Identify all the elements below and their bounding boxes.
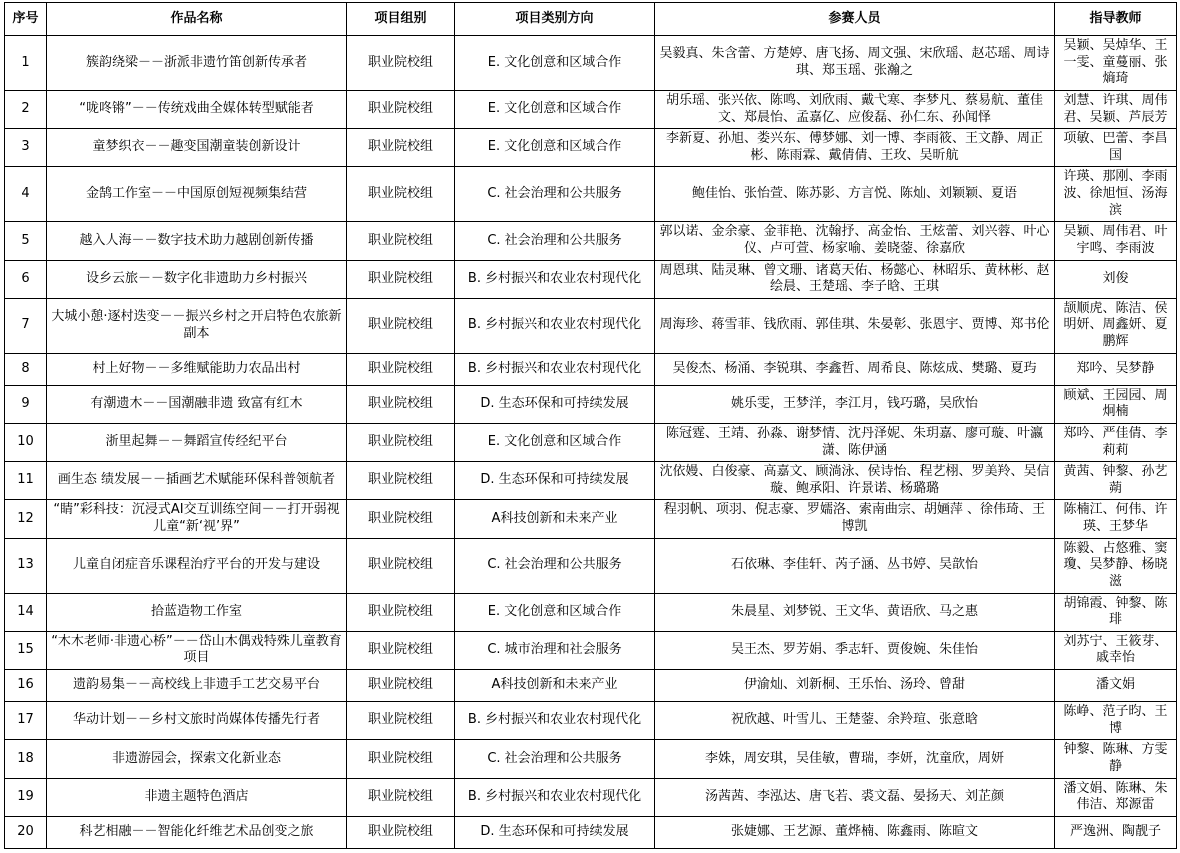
row-teachers: 潘文娟、陈琳、朱伟洁、郑源雷 xyxy=(1055,778,1177,816)
row-teachers: 胡锦霞、钟黎、陈琲 xyxy=(1055,593,1177,631)
row-group: 职业院校组 xyxy=(347,222,455,260)
row-members: 陈冠霆、王靖、孙淼、谢梦情、沈丹泽妮、朱玥嘉、廖可璇、叶瀛潇、陈伊涵 xyxy=(655,423,1055,461)
row-teachers: 钟黎、陈琳、方雯静 xyxy=(1055,740,1177,778)
table-row xyxy=(5,740,1177,778)
row-category: C. 社会治理和公共服务 xyxy=(455,740,655,778)
row-teachers: 吴颖、周伟君、叶宇鸣、李雨波 xyxy=(1055,222,1177,260)
row-teachers: 潘文娟 xyxy=(1055,670,1177,702)
row-title: 浙里起舞－－舞蹈宣传经纪平台 xyxy=(47,423,347,461)
row-group: 职业院校组 xyxy=(347,778,455,816)
row-index: 14 xyxy=(5,593,47,631)
row-members: 沈依嫚、白俊豪、高嘉文、顾淌泳、侯诗怡、程艺栩、罗美羚、吴信璇、鲍承阳、许景诺、杨璐璐 xyxy=(655,462,1055,500)
row-teachers: 陈楠江、何伟、许瑛、王梦华 xyxy=(1055,500,1177,538)
row-members: 汤茜茜、李泓达、唐飞若、裘文磊、晏扬天、刘芷颜 xyxy=(655,778,1055,816)
table-row xyxy=(5,631,1177,669)
row-title: 童梦织衣－－趣变国潮童装创新设计 xyxy=(47,129,347,167)
row-title: 华动计划－－乡村文旅时尚媒体传播先行者 xyxy=(47,702,347,740)
row-group: 职业院校组 xyxy=(347,670,455,702)
row-title: 大城小憩·逐村迭变－－振兴乡村之开启特色农旅新副本 xyxy=(47,298,347,353)
row-index: 4 xyxy=(5,167,47,222)
row-members: 吴俊杰、杨涌、李锐琪、李鑫哲、周希良、陈炫成、樊璐、夏玙 xyxy=(655,353,1055,385)
row-members: 吴王杰、罗芳娟、季志轩、贾俊婉、朱佳怡 xyxy=(655,631,1055,669)
row-group: 职业院校组 xyxy=(347,90,455,128)
row-category: A科技创新和未来产业 xyxy=(455,500,655,538)
row-group: 职业院校组 xyxy=(347,500,455,538)
row-teachers: 陈毅、占悠雅、窦瓊、吴梦静、杨晓滋 xyxy=(1055,538,1177,593)
row-category: D. 生态环保和可持续发展 xyxy=(455,816,655,848)
row-category: C. 社会治理和公共服务 xyxy=(455,167,655,222)
table-row xyxy=(5,670,1177,702)
row-category: B. 乡村振兴和农业农村现代化 xyxy=(455,778,655,816)
row-category: D. 生态环保和可持续发展 xyxy=(455,385,655,423)
row-category: B. 乡村振兴和农业农村现代化 xyxy=(455,702,655,740)
row-teachers: 许瑛、那刚、李雨波、徐旭恒、汤海滨 xyxy=(1055,167,1177,222)
row-category: C. 社会治理和公共服务 xyxy=(455,538,655,593)
row-index: 20 xyxy=(5,816,47,848)
row-members: 鲍佳怡、张怡萱、陈苏影、方言悦、陈灿、刘颖颖、夏语 xyxy=(655,167,1055,222)
row-members: 石依琳、李佳轩、芮子涵、丛书婷、吴歆怡 xyxy=(655,538,1055,593)
table-row xyxy=(5,260,1177,298)
row-members: 胡乐瑶、张兴依、陈鸣、刘欣雨、戴弋寒、李梦凡、蔡易航、董佳文、郑晨怡、孟嘉亿、应俊磊、孙仁东、孙闻怿 xyxy=(655,90,1055,128)
row-group: 职业院校组 xyxy=(347,593,455,631)
row-category: B. 乡村振兴和农业农村现代化 xyxy=(455,260,655,298)
row-category: E. 文化创意和区域合作 xyxy=(455,36,655,91)
column-header-members: 参赛人员 xyxy=(655,3,1055,36)
row-group: 职业院校组 xyxy=(347,129,455,167)
row-category: D. 生态环保和可持续发展 xyxy=(455,462,655,500)
table-row xyxy=(5,462,1177,500)
row-members: 李新夏、孙旭、娄兴东、傅梦娜、刘一博、李雨筱、王文静、周正彬、陈雨霖、戴倩倩、王玫、吴昕航 xyxy=(655,129,1055,167)
row-index: 18 xyxy=(5,740,47,778)
row-group: 职业院校组 xyxy=(347,462,455,500)
row-teachers: 严逸洲、陶靓子 xyxy=(1055,816,1177,848)
table-row xyxy=(5,90,1177,128)
row-teachers: 项敏、巴蕾、李昌国 xyxy=(1055,129,1177,167)
row-title: 画生态 绩发展－－插画艺术赋能环保科普领航者 xyxy=(47,462,347,500)
row-group: 职业院校组 xyxy=(347,260,455,298)
table-body xyxy=(5,36,1177,849)
row-teachers: 郑吟、吴梦静 xyxy=(1055,353,1177,385)
table-row xyxy=(5,702,1177,740)
row-category: C. 城市治理和社会服务 xyxy=(455,631,655,669)
row-group: 职业院校组 xyxy=(347,816,455,848)
row-title: “木木老师·非遗心桥”－－岱山木偶戏特殊儿童教育项目 xyxy=(47,631,347,669)
row-title: 金鹄工作室－－中国原创短视频集结营 xyxy=(47,167,347,222)
row-teachers: 刘慧、许琪、周伟君、吴颖、芦辰芳 xyxy=(1055,90,1177,128)
row-title: 村上好物－－多维赋能助力农品出村 xyxy=(47,353,347,385)
award-table xyxy=(4,2,1177,849)
row-teachers: 吴颖、吴焯华、王一雯、童蔓丽、张熵琦 xyxy=(1055,36,1177,91)
column-header-group: 项目组别 xyxy=(347,3,455,36)
row-members: 张婕娜、王艺源、董烨楠、陈鑫雨、陈暄文 xyxy=(655,816,1055,848)
table-header-row xyxy=(5,3,1177,36)
row-title: “咙咚锵”－－传统戏曲全媒体转型赋能者 xyxy=(47,90,347,128)
table-row xyxy=(5,222,1177,260)
row-members: 郭以诺、金余豪、金菲艳、沈翰抒、高金怡、王炫蕾、刘兴蓉、叶心仪、卢可萱、杨家喻、姜晓蓥、徐嘉欣 xyxy=(655,222,1055,260)
row-teachers: 黄茜、钟黎、孙艺蒴 xyxy=(1055,462,1177,500)
row-teachers: 顾斌、王园园、周炯楠 xyxy=(1055,385,1177,423)
row-members: 祝欣越、叶雪儿、王楚蓥、余羚瑄、张意晗 xyxy=(655,702,1055,740)
row-title: 遗韵易集－－高校线上非遗手工艺交易平台 xyxy=(47,670,347,702)
table-row xyxy=(5,816,1177,848)
row-title: 设乡云旅－－数字化非遗助力乡村振兴 xyxy=(47,260,347,298)
row-category: E. 文化创意和区域合作 xyxy=(455,129,655,167)
row-index: 3 xyxy=(5,129,47,167)
table-row xyxy=(5,538,1177,593)
row-index: 1 xyxy=(5,36,47,91)
column-header-category: 项目类别方向 xyxy=(455,3,655,36)
row-title: 非遗游园会，探索文化新业态 xyxy=(47,740,347,778)
row-index: 11 xyxy=(5,462,47,500)
row-teachers: 刘苏宁、王筱芽、戚幸怡 xyxy=(1055,631,1177,669)
table-row xyxy=(5,385,1177,423)
row-index: 8 xyxy=(5,353,47,385)
column-header-index: 序号 xyxy=(5,3,47,36)
row-group: 职业院校组 xyxy=(347,36,455,91)
row-index: 7 xyxy=(5,298,47,353)
table-row xyxy=(5,500,1177,538)
row-group: 职业院校组 xyxy=(347,298,455,353)
table-row xyxy=(5,593,1177,631)
row-teachers: 颉顺虎、陈洁、侯明妍、周鑫妍、夏鹏辉 xyxy=(1055,298,1177,353)
row-members: 吴毅真、朱含蕾、方楚婷、唐飞扬、周文强、宋欣瑶、赵芯瑶、周诗琪、郑玉瑶、张瀚之 xyxy=(655,36,1055,91)
row-group: 职业院校组 xyxy=(347,740,455,778)
row-group: 职业院校组 xyxy=(347,538,455,593)
row-members: 朱晨星、刘梦锐、王文华、黄语欣、马之惠 xyxy=(655,593,1055,631)
row-index: 9 xyxy=(5,385,47,423)
row-category: E. 文化创意和区域合作 xyxy=(455,90,655,128)
table-row xyxy=(5,353,1177,385)
row-title: 有潮遗木－－国潮融非遗 致富有红木 xyxy=(47,385,347,423)
row-index: 10 xyxy=(5,423,47,461)
row-index: 5 xyxy=(5,222,47,260)
row-group: 职业院校组 xyxy=(347,385,455,423)
row-title: 儿童自闭症音乐课程治疗平台的开发与建设 xyxy=(47,538,347,593)
row-members: 姚乐雯，王梦洋，李江月，钱巧璐，吴欣怡 xyxy=(655,385,1055,423)
row-index: 19 xyxy=(5,778,47,816)
row-title: “睛”彩科技：沉浸式AI交互训练空间－－打开弱视儿童“新‘视’界” xyxy=(47,500,347,538)
row-title: 拾蓝造物工作室 xyxy=(47,593,347,631)
row-group: 职业院校组 xyxy=(347,423,455,461)
row-members: 李姝，周安琪，吴佳敏，曹瑞，李妍，沈童欣，周妍 xyxy=(655,740,1055,778)
row-category: B. 乡村振兴和农业农村现代化 xyxy=(455,353,655,385)
row-category: E. 文化创意和区域合作 xyxy=(455,593,655,631)
row-index: 15 xyxy=(5,631,47,669)
table-row xyxy=(5,129,1177,167)
table-row xyxy=(5,778,1177,816)
column-header-title: 作品名称 xyxy=(47,3,347,36)
row-members: 程羽帆、项羽、倪志豪、罗嬬洛、索南曲宗、胡婳萍 、徐伟琦、王博凯 xyxy=(655,500,1055,538)
row-members: 伊渝灿、刘新桐、王乐怡、汤玲、曾甜 xyxy=(655,670,1055,702)
row-index: 16 xyxy=(5,670,47,702)
row-index: 13 xyxy=(5,538,47,593)
table-header xyxy=(5,3,1177,36)
row-group: 职业院校组 xyxy=(347,353,455,385)
row-index: 2 xyxy=(5,90,47,128)
table-row xyxy=(5,423,1177,461)
row-category: A科技创新和未来产业 xyxy=(455,670,655,702)
row-teachers: 郑吟、严佳倩、李莉莉 xyxy=(1055,423,1177,461)
row-teachers: 刘俊 xyxy=(1055,260,1177,298)
row-members: 周海珍、蒋雪菲、钱欣雨、郭佳琪、朱晏彰、张恩宇、贾博、郑书伦 xyxy=(655,298,1055,353)
row-title: 簇韵绕梁－－浙派非遗竹笛创新传承者 xyxy=(47,36,347,91)
table-row xyxy=(5,167,1177,222)
row-group: 职业院校组 xyxy=(347,631,455,669)
row-index: 12 xyxy=(5,500,47,538)
row-group: 职业院校组 xyxy=(347,702,455,740)
row-index: 17 xyxy=(5,702,47,740)
row-title: 非遗主题特色酒店 xyxy=(47,778,347,816)
row-category: C. 社会治理和公共服务 xyxy=(455,222,655,260)
row-index: 6 xyxy=(5,260,47,298)
row-teachers: 陈峥、范子昀、王博 xyxy=(1055,702,1177,740)
row-title: 越入人海－－数字技术助力越剧创新传播 xyxy=(47,222,347,260)
table-row xyxy=(5,36,1177,91)
row-category: B. 乡村振兴和农业农村现代化 xyxy=(455,298,655,353)
row-group: 职业院校组 xyxy=(347,167,455,222)
row-title: 科艺相融－－智能化纤维艺术品创变之旅 xyxy=(47,816,347,848)
table-row xyxy=(5,298,1177,353)
column-header-teachers: 指导教师 xyxy=(1055,3,1177,36)
row-category: E. 文化创意和区域合作 xyxy=(455,423,655,461)
row-members: 周恩琪、陆灵琳、曾文珊、诸葛天佑、杨懿心、林昭乐、黄林彬、赵绘晨、王楚瑶、李子晗、王琪 xyxy=(655,260,1055,298)
